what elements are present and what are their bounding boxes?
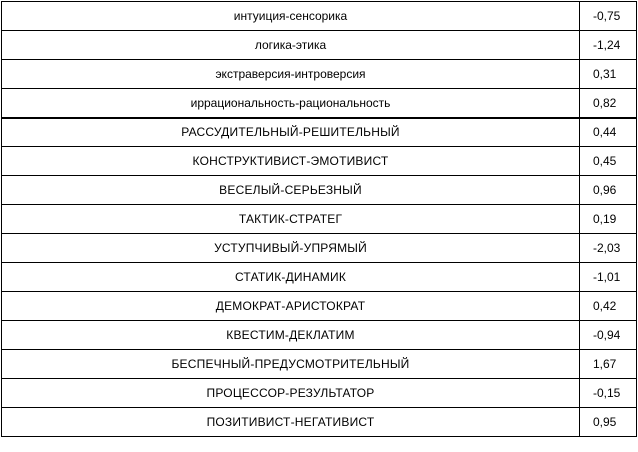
table-body — [2, 2, 637, 437]
table-row — [2, 2, 637, 31]
dichotomy-name-cell: ПОЗИТИВИСТ-НЕГАТИВИСТ — [2, 408, 580, 437]
dichotomy-value-cell: -0,15 — [580, 379, 637, 408]
table-row — [2, 205, 637, 234]
dichotomy-value-cell: -1,24 — [580, 31, 637, 60]
dichotomy-name-cell: СТАТИК-ДИНАМИК — [2, 263, 580, 292]
table-row — [2, 60, 637, 89]
table-row — [2, 350, 637, 379]
dichotomy-name-cell: РАССУДИТЕЛЬНЫЙ-РЕШИТЕЛЬНЫЙ — [2, 118, 580, 147]
dichotomy-name-cell: КВЕСТИМ-ДЕКЛАТИМ — [2, 321, 580, 350]
dichotomy-value-cell: 0,82 — [580, 89, 637, 118]
dichotomy-value-cell: -2,03 — [580, 234, 637, 263]
dichotomy-value-cell: 0,96 — [580, 176, 637, 205]
dichotomy-name-cell: КОНСТРУКТИВИСТ-ЭМОТИВИСТ — [2, 147, 580, 176]
dichotomy-name-cell: ПРОЦЕССОР-РЕЗУЛЬТАТОР — [2, 379, 580, 408]
dichotomy-name-cell: УСТУПЧИВЫЙ-УПРЯМЫЙ — [2, 234, 580, 263]
table-row — [2, 263, 637, 292]
table-row — [2, 292, 637, 321]
dichotomy-name-cell: ВЕСЕЛЫЙ-СЕРЬЕЗНЫЙ — [2, 176, 580, 205]
table-row — [2, 31, 637, 60]
table-row — [2, 89, 637, 118]
table-row — [2, 118, 637, 147]
table-row — [2, 176, 637, 205]
dichotomy-scale-table — [1, 1, 637, 437]
dichotomy-value-cell: 0,95 — [580, 408, 637, 437]
dichotomy-name-cell: БЕСПЕЧНЫЙ-ПРЕДУСМОТРИТЕЛЬНЫЙ — [2, 350, 580, 379]
dichotomy-name-cell: ДЕМОКРАТ-АРИСТОКРАТ — [2, 292, 580, 321]
dichotomy-value-cell: -0,94 — [580, 321, 637, 350]
dichotomy-name-cell: экстраверсия-интроверсия — [2, 60, 580, 89]
dichotomy-value-cell: -1,01 — [580, 263, 637, 292]
dichotomy-value-cell: 0,31 — [580, 60, 637, 89]
dichotomy-value-cell: 0,44 — [580, 118, 637, 147]
dichotomy-value-cell: -0,75 — [580, 2, 637, 31]
table-row — [2, 321, 637, 350]
dichotomy-name-cell: иррациональность-рациональность — [2, 89, 580, 118]
dichotomy-value-cell: 1,67 — [580, 350, 637, 379]
dichotomy-value-cell: 0,45 — [580, 147, 637, 176]
dichotomy-name-cell: логика-этика — [2, 31, 580, 60]
table-row — [2, 379, 637, 408]
dichotomy-name-cell: интуиция-сенсорика — [2, 2, 580, 31]
dichotomy-value-cell: 0,19 — [580, 205, 637, 234]
table-row — [2, 147, 637, 176]
table-row — [2, 234, 637, 263]
table-row — [2, 408, 637, 437]
dichotomy-value-cell: 0,42 — [580, 292, 637, 321]
dichotomy-name-cell: ТАКТИК-СТРАТЕГ — [2, 205, 580, 234]
